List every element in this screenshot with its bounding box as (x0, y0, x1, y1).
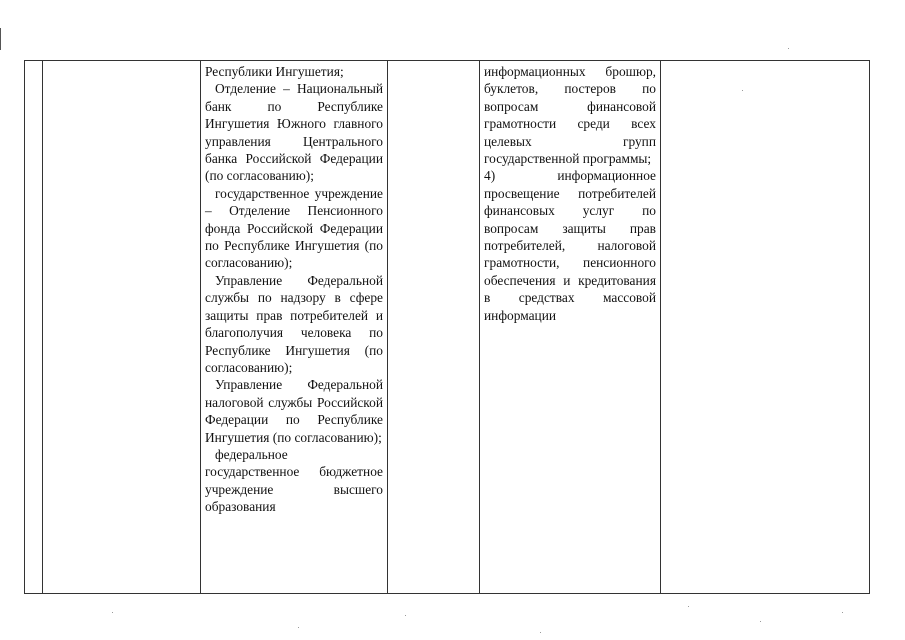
para-pension-fund: государственное учреждение – Отделение Пенсионного фонда Российской Федерации по Республике Ингушетия (по согласованию); (205, 185, 383, 271)
cell-col4 (388, 61, 480, 594)
scan-speckle (760, 621, 761, 622)
scan-speckle (742, 90, 743, 91)
cell-participants (201, 61, 388, 594)
document-table (24, 60, 870, 594)
para-university: федеральное государственное бюджетное учреждение высшего образования (205, 446, 383, 515)
para-ingushetia: Республики Ингушетия; (205, 64, 344, 79)
para-brochures: информационных брошюр, буклетов, постеров по вопросам финансовой грамотности среди всех целевых групп государственной программы; (484, 64, 656, 167)
cell-col1 (25, 61, 43, 594)
cell-measures (480, 61, 661, 594)
table-row (25, 61, 870, 594)
cell-col2 (43, 61, 201, 594)
cell-col6 (661, 61, 870, 594)
scan-speckle (540, 632, 541, 633)
scan-speckle (112, 612, 113, 613)
para-tax-service: Управление Федеральной налоговой службы Российской Федерации по Республике Ингушетия (по согласованию); (205, 377, 383, 445)
scan-speckle (405, 615, 406, 616)
scan-speckle (688, 606, 689, 607)
para-information-education: 4) информационное просвещение потребителей финансовых услуг по вопросам защиты прав потребителей, налоговой грамотности, пенсионного обеспечения и кредитования в средствах массовой информации (484, 168, 656, 323)
scan-speckle (298, 627, 299, 628)
scan-speckle (842, 612, 843, 613)
scan-speckle (788, 48, 789, 49)
para-rospotrebnadzor: Управление Федеральной службы по надзору в сфере защиты прав потребителей и благополучия человека по Республике Ингушетия (по согласованию); (205, 272, 383, 375)
para-national-bank: Отделение – Национальный банк по Республике Ингушетия Южного главного управления Центрального банка Российской Федерации (по согласованию); (205, 81, 383, 184)
page-edge-mark (0, 28, 1, 50)
